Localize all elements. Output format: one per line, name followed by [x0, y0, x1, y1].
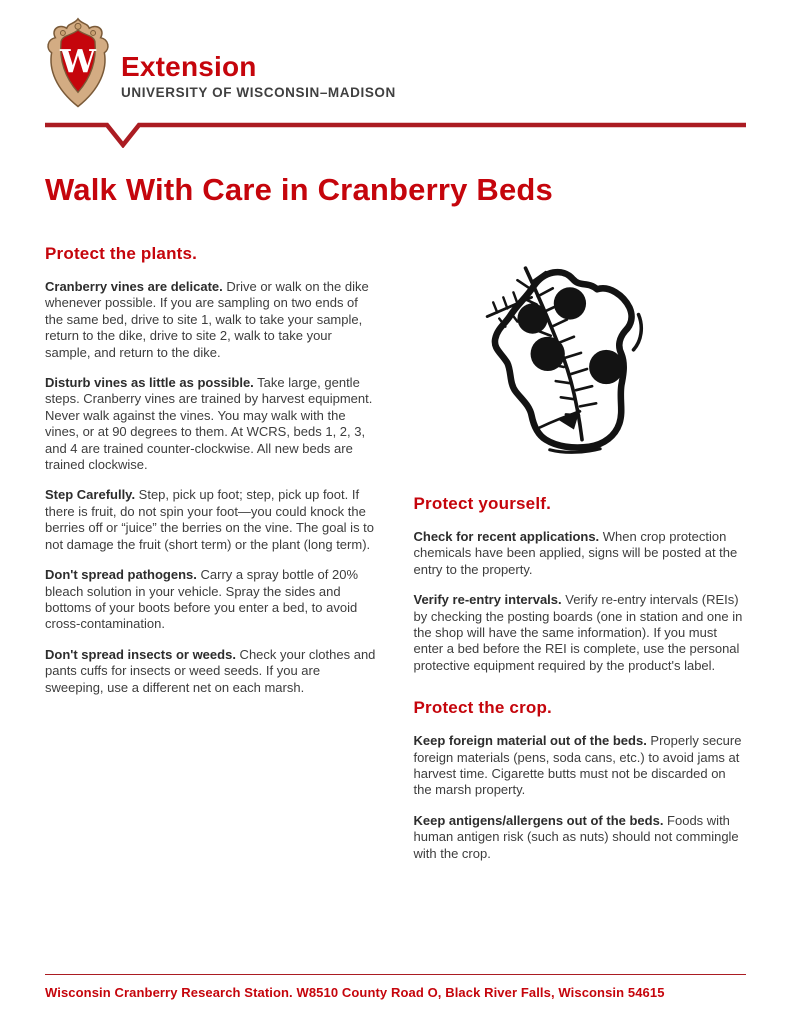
paragraph-body: Take large, gentle steps. Cranberry vines are trained by harvest equipment. Never walk against the vines. You may walk with the vines, or at 90 degrees to them. At WCRS, beds 1, 2, 3, and 4 are trained counter-clockwise. All new beds are trained clockwise. [45, 375, 373, 473]
section-heading-yourself: Protect yourself. [413, 493, 552, 513]
paragraph-lead: Cranberry vines are delicate. [45, 279, 223, 294]
masthead [45, 16, 746, 110]
paragraph [45, 487, 378, 553]
paragraph-body: Properly secure foreign materials (pens, soda cans, etc.) to avoid jams at harvest time. Cigarette butts must not be discarded on the marsh property. [413, 733, 742, 798]
paragraph-lead: Don't spread insects or weeds. [45, 646, 236, 662]
divider-notch-rule [45, 122, 746, 148]
svg-text:W: W [60, 42, 96, 81]
left-column [45, 244, 378, 862]
footer-address: Wisconsin Cranberry Research Station. W8510 County Road O, Black River Falls, Wisconsin 54615 [45, 985, 665, 1000]
paragraph-lead: Keep antigens/allergens out of the beds. [413, 812, 664, 828]
paragraph [45, 647, 378, 696]
paragraph-body: Check your clothes and pants cuffs for insects or weed seeds. If you are sweeping, use a different net on each marsh. [45, 646, 376, 695]
page-footer [45, 974, 746, 1000]
paragraph [45, 375, 378, 473]
paragraph-body: Step, pick up foot; step, pick up foot. If there is fruit, do not spin your foot—you could knock the berries off or “juice” the berries on the vine. The goal is to not damage the fruit (short term) or the plant (long term). [45, 487, 375, 552]
paragraph [45, 279, 378, 361]
brand-block [121, 26, 396, 99]
paragraph-body: When crop protection chemicals have been applied, signs will be posted at the entry to the property. [413, 528, 738, 577]
brand-name: Extension [121, 51, 257, 83]
paragraph-lead: Step Carefully. [45, 487, 136, 503]
paragraph-body: Carry a spray bottle of 20% bleach solution in your vehicle. Spray the sides and bottoms of your boots before you enter a bed, to avoid cross-contamination. [45, 567, 359, 632]
paragraph [414, 529, 747, 578]
section-heading-crop: Protect the crop. [413, 698, 552, 718]
paragraph [414, 733, 747, 799]
footer-rule [45, 974, 746, 975]
paragraph-body: Drive or walk on the dike whenever possible. If you are sampling on two ends of the same bed, drive to site 1, walk to take your sample, return to the dike, drive to site 2, walk to take your sample, and return to the dike. [45, 279, 369, 360]
paragraph-lead: Verify re-entry intervals. [413, 592, 562, 608]
paragraph-lead: Disturb vines as little as possible. [45, 375, 254, 391]
paragraph [45, 567, 378, 633]
uw-crest-icon [45, 16, 111, 110]
section-heading-plants: Protect the plants. [45, 244, 198, 263]
paragraph-body: Verify re-entry intervals (REIs) by checking the posting boards (one in station and one in the shop will have the same information). If you must enter a bed before the REI is complete, use the personal protective equipment required by the product's label. [413, 592, 743, 673]
paragraph-lead: Don't spread pathogens. [45, 567, 197, 583]
page-title: Walk With Care in Cranberry Beds [45, 172, 553, 207]
wisconsin-cranberry-icon [469, 256, 691, 468]
right-column [414, 244, 747, 862]
content-columns [45, 244, 746, 862]
paragraph [414, 813, 747, 862]
paragraph-lead: Check for recent applications. [413, 528, 600, 544]
paragraph [414, 592, 747, 674]
paragraph-lead: Keep foreign material out of the beds. [413, 733, 647, 749]
paragraph-body: Foods with human antigen risk (such as nuts) should not commingle with the crop. [413, 812, 739, 861]
university-name: UNIVERSITY OF WISCONSIN–MADISON [121, 84, 396, 100]
